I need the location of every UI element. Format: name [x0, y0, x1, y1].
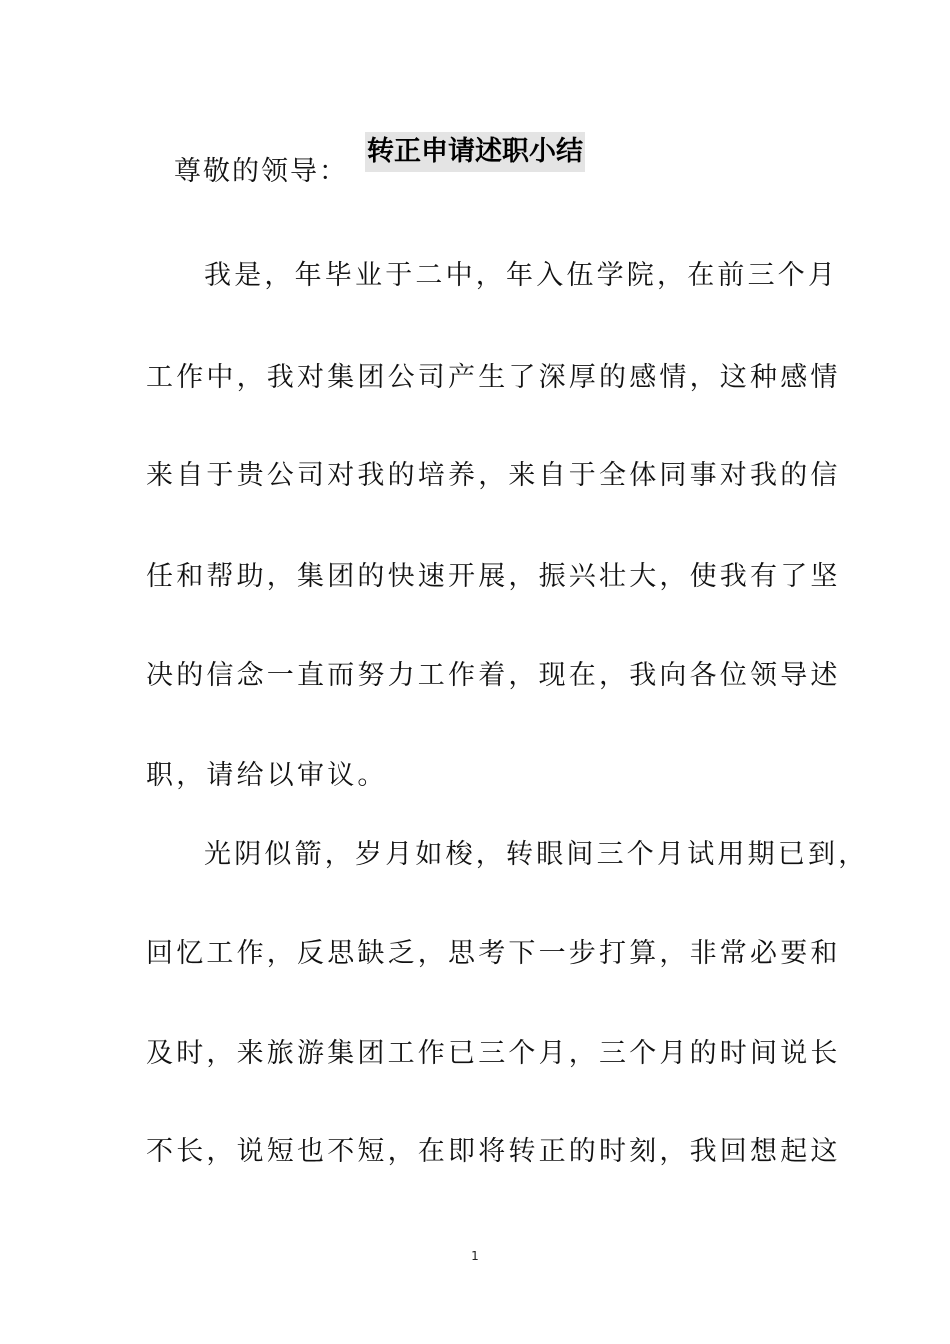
- paragraph-1-line-2: 工作中，我对集团公司产生了深厚的感情，这种感情: [146, 362, 841, 393]
- paragraph-2-line-1: 光阴似箭，岁月如梭，转眼间三个月试用期已到，: [204, 839, 869, 870]
- paragraph-2-line-3: 及时，来旅游集团工作已三个月，三个月的时间说长: [146, 1038, 841, 1069]
- page-number: 1: [471, 1249, 479, 1263]
- paragraph-1-line-3: 来自于贵公司对我的培养，来自于全体同事对我的信: [146, 460, 841, 491]
- paragraph-1-line-4: 任和帮助，集团的快速开展，振兴壮大，使我有了坚: [146, 561, 841, 592]
- paragraph-1-line-1: 我是，年毕业于二中，年入伍学院，在前三个月: [204, 260, 839, 291]
- salutation: 尊敬的领导：: [174, 156, 348, 187]
- document-title: [0, 130, 950, 172]
- paragraph-2-line-2: 回忆工作，反思缺乏，思考下一步打算，非常必要和: [146, 938, 841, 969]
- paragraph-1-line-5: 决的信念一直而努力工作着，现在，我向各位领导述: [146, 660, 841, 691]
- paragraph-2-line-4: 不长，说短也不短，在即将转正的时刻，我回想起这: [146, 1136, 841, 1167]
- document-title-text: 转正申请述职小结: [365, 132, 585, 172]
- paragraph-1-line-6: 职，请给以审议。: [146, 760, 388, 791]
